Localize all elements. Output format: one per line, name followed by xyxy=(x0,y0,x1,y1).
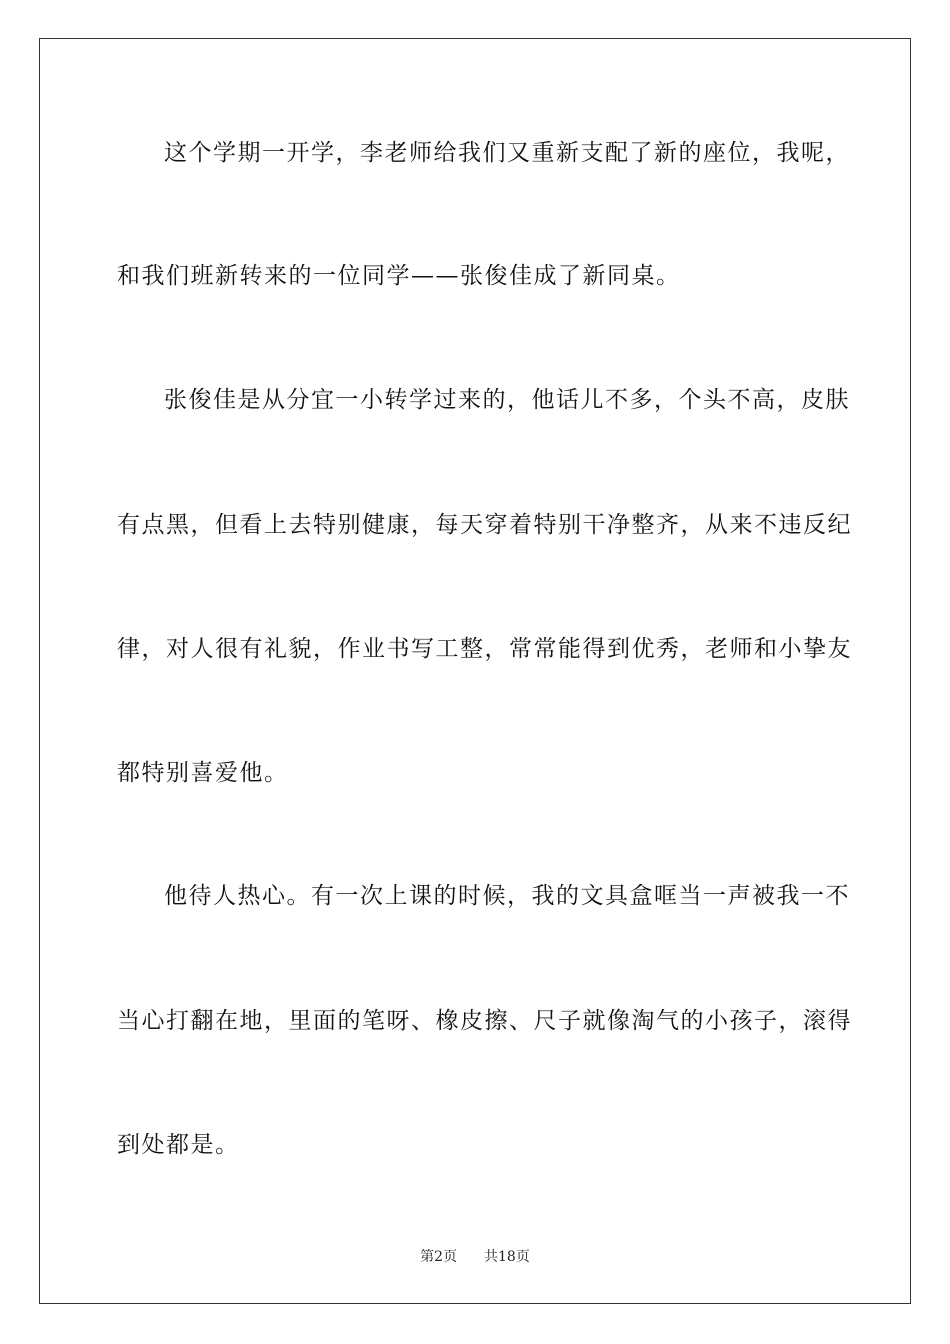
paragraph-line: 这个学期一开学，李老师给我们又重新支配了新的座位，我呢， xyxy=(164,140,850,166)
paragraph-line: 律，对人很有礼貌，作业书写工整，常常能得到优秀，老师和小挚友 xyxy=(117,636,852,662)
paragraph-line: 和我们班新转来的一位同学——张俊佳成了新同桌。 xyxy=(117,263,681,289)
paragraph-line: 当心打翻在地，里面的笔呀、橡皮擦、尺子就像淘气的小孩子，滚得 xyxy=(117,1008,852,1034)
page-number: 第2页 xyxy=(420,1249,458,1265)
paragraph-line: 都特别喜爱他。 xyxy=(117,760,289,786)
paragraph-line: 他待人热心。有一次上课的时候，我的文具盒哐当一声被我一不 xyxy=(164,883,850,909)
paragraph-line: 有点黑，但看上去特别健康，每天穿着特别干净整齐，从来不违反纪 xyxy=(117,512,852,538)
paragraph-line: 到处都是。 xyxy=(117,1132,240,1158)
paragraph-line: 张俊佳是从分宜一小转学过来的，他话儿不多，个头不高，皮肤 xyxy=(164,387,850,413)
page-footer xyxy=(0,1247,950,1267)
page-total: 共18页 xyxy=(484,1249,530,1265)
page-frame xyxy=(39,38,911,1304)
